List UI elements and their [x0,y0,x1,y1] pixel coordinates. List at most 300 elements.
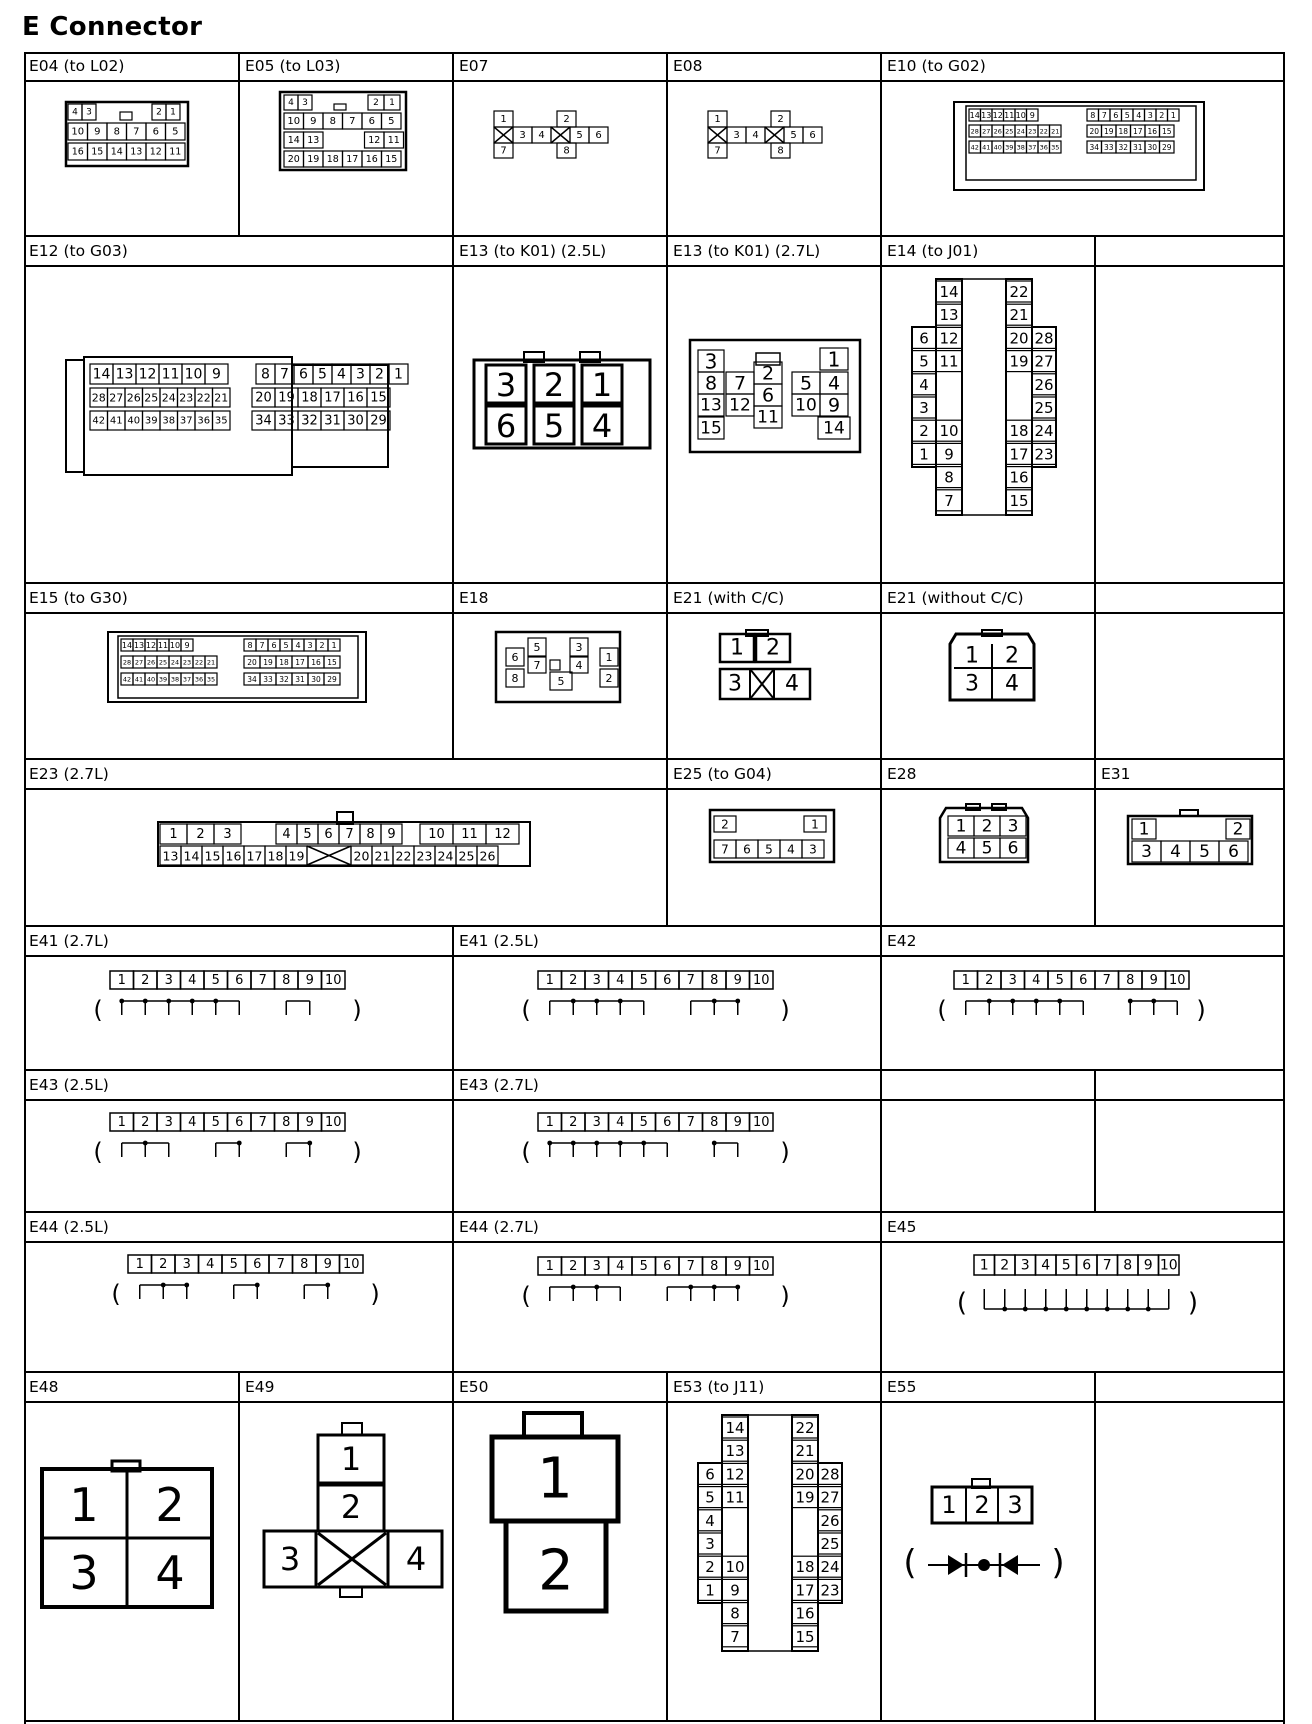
svg-text:29: 29 [327,675,337,684]
svg-text:41: 41 [134,675,144,684]
cell-label: E45 [882,1213,1285,1243]
svg-text:15: 15 [385,154,398,165]
svg-text:6: 6 [1079,973,1088,988]
svg-text:14: 14 [110,146,123,158]
svg-text:7: 7 [714,145,721,157]
connector-drawing [1096,788,1285,925]
svg-text:7: 7 [1102,1257,1112,1274]
cell-e13-27l [666,235,880,582]
svg-text:2: 2 [543,366,565,404]
svg-text:11: 11 [157,641,169,650]
svg-text:24: 24 [170,658,180,667]
svg-text:): ) [1187,1288,1199,1318]
svg-text:12: 12 [725,1465,745,1484]
svg-text:5: 5 [639,973,648,988]
svg-text:8: 8 [247,641,253,650]
svg-text:32: 32 [279,675,289,684]
connector-drawing [454,265,666,582]
svg-text:2: 2 [974,1491,990,1519]
cell-label: E48 [24,1373,238,1403]
svg-text:14: 14 [287,135,300,146]
svg-text:3: 3 [592,1115,601,1130]
svg-text:12: 12 [939,329,959,348]
svg-text:24: 24 [1034,422,1054,441]
cell-e12 [24,235,452,582]
svg-text:14: 14 [823,418,845,439]
cell-label: E13 (to K01) (2.7L) [668,237,880,267]
cell-label: E14 (to J01) [882,237,1094,267]
svg-text:20: 20 [247,658,257,667]
svg-text:16: 16 [71,146,84,158]
cell-e55 [880,1371,1094,1722]
svg-text:16: 16 [1009,468,1029,487]
svg-text:24: 24 [437,848,454,864]
svg-text:(: ( [937,996,947,1024]
svg-text:1: 1 [394,366,403,383]
svg-text:8: 8 [1126,973,1135,988]
connector-drawing [668,265,880,582]
svg-text:): ) [352,1138,362,1166]
cell-label [882,1071,1094,1101]
cell-e21-with-cc [666,582,880,758]
svg-text:6: 6 [271,641,277,650]
svg-text:19: 19 [1009,352,1029,371]
svg-text:22: 22 [395,848,412,864]
svg-text:9: 9 [310,116,317,127]
svg-text:20: 20 [255,390,272,406]
svg-text:36: 36 [1039,143,1048,152]
cell-empty [880,1069,1094,1211]
cell-label: E25 (to G04) [668,760,880,790]
svg-text:4: 4 [616,1115,625,1130]
svg-text:22: 22 [194,658,204,667]
svg-text:3: 3 [705,1535,715,1553]
svg-text:): ) [1051,1543,1065,1583]
svg-text:12: 12 [145,641,157,650]
svg-text:9: 9 [733,1259,742,1274]
svg-text:3: 3 [965,671,979,697]
svg-text:6: 6 [495,407,517,445]
svg-text:4: 4 [575,659,583,672]
connector-drawing [882,80,1285,235]
cell-empty [1094,1069,1285,1211]
svg-text:14: 14 [92,366,111,383]
svg-text:14: 14 [183,848,200,864]
svg-text:37: 37 [179,415,193,427]
svg-text:17: 17 [346,154,359,165]
svg-text:5: 5 [283,641,289,650]
svg-text:3: 3 [302,98,308,108]
connector-drawing [24,80,238,235]
svg-text:1: 1 [961,973,970,988]
svg-text:5: 5 [981,838,993,859]
connector-drawing [454,1241,880,1371]
svg-text:13: 13 [115,366,134,383]
svg-text:13: 13 [700,395,722,416]
svg-text:34: 34 [1089,143,1100,152]
svg-text:8: 8 [730,1604,740,1623]
cell-label: E04 (to L02) [24,52,238,82]
svg-text:7: 7 [258,1115,267,1130]
cell-label: E21 (without C/C) [882,584,1094,614]
svg-text:32: 32 [1118,143,1129,152]
svg-text:18: 18 [301,390,318,406]
cell-label: E44 (2.5L) [24,1213,452,1243]
svg-text:3: 3 [1141,842,1152,862]
svg-text:27: 27 [1034,352,1054,371]
svg-text:1: 1 [811,817,819,832]
cell-e48 [24,1371,238,1722]
svg-text:1: 1 [965,643,979,669]
svg-text:25: 25 [1005,127,1014,136]
svg-text:3: 3 [69,1546,99,1600]
svg-text:(: ( [521,1282,531,1310]
svg-text:25: 25 [144,391,159,405]
svg-text:28: 28 [91,391,106,405]
svg-text:7: 7 [686,1259,695,1274]
connector-drawing [882,1401,1094,1722]
connector-drawing [882,1241,1285,1371]
svg-text:19: 19 [1103,127,1114,136]
svg-text:2: 2 [141,973,150,988]
cell-label: E18 [454,584,666,614]
svg-text:38: 38 [1016,143,1025,152]
svg-text:2: 2 [319,641,325,650]
svg-text:7: 7 [686,973,695,988]
svg-text:10: 10 [1169,973,1186,988]
svg-text:7: 7 [276,1257,285,1272]
svg-text:3: 3 [1147,111,1153,120]
svg-text:3: 3 [809,842,817,857]
svg-text:4: 4 [1041,1257,1051,1274]
svg-text:11: 11 [161,366,180,383]
svg-text:42: 42 [122,675,132,684]
svg-text:29: 29 [1161,143,1172,152]
cell-empty [1094,235,1285,582]
svg-text:30: 30 [1147,143,1158,152]
svg-text:2: 2 [919,422,929,441]
svg-text:16: 16 [795,1604,815,1623]
svg-text:26: 26 [1034,375,1054,394]
svg-text:36: 36 [194,675,204,684]
svg-text:10: 10 [725,1558,745,1577]
svg-text:8: 8 [710,1259,719,1274]
svg-text:13: 13 [725,1442,745,1461]
svg-text:3: 3 [307,641,313,650]
cell-label: E55 [882,1373,1094,1403]
svg-text:16: 16 [365,154,378,165]
cell-e08 [666,52,880,235]
cell-e21-without-cc [880,582,1094,758]
svg-text:2: 2 [605,672,613,685]
cell-label: E50 [454,1373,666,1403]
svg-text:40: 40 [127,415,141,427]
svg-text:17: 17 [1009,445,1029,464]
svg-text:10: 10 [184,366,203,383]
svg-text:7: 7 [500,145,507,157]
svg-text:15: 15 [1009,491,1029,510]
svg-text:6: 6 [1228,842,1239,862]
svg-text:15: 15 [204,848,221,864]
cell-e05 [238,52,452,235]
svg-text:9: 9 [944,445,954,464]
svg-text:18: 18 [1009,422,1029,441]
cell-e07 [452,52,666,235]
svg-text:2: 2 [373,98,379,108]
cell-e43-25l [24,1069,452,1211]
svg-text:17: 17 [324,390,341,406]
svg-text:4: 4 [337,366,346,383]
svg-text:6: 6 [1082,1257,1092,1274]
svg-text:34: 34 [255,413,272,429]
svg-text:12: 12 [368,135,381,146]
svg-text:1: 1 [714,114,721,125]
svg-text:9: 9 [184,641,190,650]
svg-text:9: 9 [730,1581,740,1600]
svg-text:5: 5 [1124,111,1130,120]
svg-text:6: 6 [705,1465,715,1484]
svg-text:2: 2 [340,1488,362,1526]
svg-text:10: 10 [795,395,817,416]
svg-text:25: 25 [458,848,475,864]
svg-text:9: 9 [305,1115,314,1130]
svg-text:5: 5 [229,1257,238,1272]
svg-text:4: 4 [188,1115,197,1130]
svg-text:6: 6 [809,130,816,141]
svg-text:13: 13 [307,135,320,146]
svg-text:5: 5 [211,973,220,988]
svg-text:11: 11 [939,352,959,371]
svg-text:28: 28 [970,127,979,136]
svg-text:3: 3 [519,130,526,141]
svg-text:10: 10 [753,1259,770,1274]
svg-text:1: 1 [591,366,613,404]
svg-text:10: 10 [753,1115,770,1130]
svg-text:1: 1 [827,347,841,372]
svg-text:3: 3 [86,107,92,118]
svg-text:6: 6 [761,384,775,407]
svg-text:22: 22 [196,391,211,405]
svg-text:4: 4 [295,641,301,650]
connector-drawing [454,1099,880,1211]
svg-text:23: 23 [820,1581,840,1600]
svg-text:1: 1 [389,98,395,108]
svg-text:23: 23 [179,391,194,405]
svg-text:5: 5 [303,827,312,842]
cell-e15 [24,582,452,758]
svg-text:8: 8 [710,1115,719,1130]
svg-text:8: 8 [329,116,336,127]
svg-text:15: 15 [795,1627,815,1646]
svg-text:2: 2 [141,1115,150,1130]
svg-text:2: 2 [981,816,993,837]
svg-text:3: 3 [592,973,601,988]
svg-text:27: 27 [982,127,991,136]
svg-text:1: 1 [331,641,337,650]
svg-text:28: 28 [1034,329,1054,348]
svg-text:3: 3 [733,130,740,141]
svg-text:8: 8 [511,672,519,685]
cell-label: E08 [668,52,880,82]
svg-text:3: 3 [164,1115,173,1130]
svg-text:22: 22 [1039,127,1048,136]
svg-text:11: 11 [387,135,400,146]
cell-label: E42 [882,927,1285,957]
svg-text:7: 7 [533,659,541,672]
svg-text:21: 21 [214,391,229,405]
svg-text:2: 2 [156,107,162,118]
cell-e23 [24,758,666,925]
svg-text:7: 7 [349,116,356,127]
svg-text:20: 20 [795,1465,815,1484]
svg-text:40: 40 [993,143,1002,152]
svg-text:2: 2 [569,1115,578,1130]
svg-text:11: 11 [461,827,478,842]
svg-text:1: 1 [135,1257,144,1272]
svg-text:4: 4 [1005,671,1019,697]
svg-text:1: 1 [545,1259,554,1274]
svg-text:34: 34 [247,675,257,684]
svg-text:18: 18 [279,658,289,667]
svg-text:9: 9 [1149,973,1158,988]
svg-text:14: 14 [725,1419,745,1437]
svg-text:38: 38 [170,675,180,684]
svg-text:): ) [1196,996,1206,1024]
svg-text:25: 25 [820,1535,840,1553]
connector-grid [24,52,1285,1724]
svg-text:5: 5 [172,126,179,138]
svg-text:5: 5 [705,1488,715,1507]
svg-text:16: 16 [347,390,364,406]
svg-text:3: 3 [1007,1491,1023,1519]
svg-text:17: 17 [246,848,263,864]
svg-text:27: 27 [109,391,124,405]
svg-text:24: 24 [161,391,176,405]
svg-text:7: 7 [1101,111,1107,120]
svg-text:15: 15 [700,418,722,439]
svg-text:10: 10 [1015,111,1026,120]
cell-label: E05 (to L03) [240,52,452,82]
svg-text:1: 1 [545,973,554,988]
svg-text:2: 2 [1000,1257,1010,1274]
svg-text:5: 5 [1055,973,1064,988]
svg-text:2: 2 [155,1478,185,1532]
svg-text:42: 42 [970,143,979,152]
svg-text:13: 13 [939,306,959,325]
svg-text:33: 33 [278,413,295,429]
cell-label: E43 (2.5L) [24,1071,452,1101]
svg-text:7: 7 [258,973,267,988]
svg-text:6: 6 [324,827,333,842]
connector-drawing [24,1401,238,1722]
svg-text:18: 18 [795,1558,815,1577]
cell-e45 [880,1211,1285,1371]
svg-text:30: 30 [311,675,321,684]
cell-label: E07 [454,52,666,82]
cell-label: E41 (2.5L) [454,927,880,957]
svg-text:1: 1 [1138,819,1150,840]
connector-drawing [882,955,1285,1069]
svg-text:19: 19 [278,390,295,406]
svg-text:1: 1 [705,1581,715,1600]
svg-text:21: 21 [206,658,216,667]
svg-text:38: 38 [162,415,176,427]
svg-text:4: 4 [705,1511,715,1530]
svg-text:12: 12 [138,366,157,383]
svg-text:3: 3 [575,641,583,654]
cell-label: E28 [882,760,1094,790]
svg-text:11: 11 [169,146,182,158]
svg-text:12: 12 [992,111,1003,120]
svg-text:1: 1 [919,445,929,464]
svg-text:6: 6 [595,130,602,141]
svg-text:39: 39 [1005,143,1014,152]
cell-label: E15 (to G30) [24,584,452,614]
svg-text:6: 6 [1007,838,1019,859]
svg-text:33: 33 [1103,143,1114,152]
svg-text:3: 3 [728,671,742,697]
svg-text:4: 4 [72,107,78,118]
svg-text:(: ( [521,1138,531,1166]
cell-label [1096,1071,1285,1101]
svg-text:3: 3 [919,399,929,417]
cell-e14 [880,235,1094,582]
svg-text:4: 4 [188,973,197,988]
svg-text:4: 4 [155,1546,185,1600]
svg-text:10: 10 [753,973,770,988]
svg-text:8: 8 [282,1115,291,1130]
cell-e53 [666,1371,880,1722]
svg-text:2: 2 [196,827,205,842]
svg-text:(: ( [521,996,531,1024]
svg-text:7: 7 [345,827,354,842]
svg-text:21: 21 [374,848,391,864]
svg-text:20: 20 [1089,127,1100,136]
svg-text:23: 23 [1034,445,1054,464]
svg-text:6: 6 [663,1259,672,1274]
svg-text:3: 3 [1008,973,1017,988]
cell-e50 [452,1371,666,1722]
svg-text:3: 3 [356,366,365,383]
cell-empty [1094,582,1285,758]
svg-text:5: 5 [388,116,395,127]
svg-text:24: 24 [1016,127,1025,136]
svg-text:4: 4 [1136,111,1142,120]
svg-text:12: 12 [729,395,751,416]
svg-text:4: 4 [919,375,929,394]
svg-text:1: 1 [605,651,613,664]
svg-text:3: 3 [495,366,517,404]
svg-text:31: 31 [324,413,341,429]
svg-text:21: 21 [795,1442,815,1461]
svg-text:13: 13 [162,848,179,864]
svg-text:10: 10 [287,116,301,127]
svg-text:): ) [780,1282,790,1310]
svg-text:9: 9 [827,394,841,417]
page-title: E Connector [22,12,203,42]
svg-text:6: 6 [511,651,519,664]
svg-text:3: 3 [704,349,718,374]
svg-text:6: 6 [235,1115,244,1130]
svg-text:4: 4 [1170,842,1181,862]
cell-label: E44 (2.7L) [454,1213,880,1243]
cell-e25 [666,758,880,925]
cell-e28 [880,758,1094,925]
svg-text:3: 3 [223,827,232,842]
connector-drawing [454,1401,666,1722]
svg-text:4: 4 [1032,973,1041,988]
cell-e42 [880,925,1285,1069]
